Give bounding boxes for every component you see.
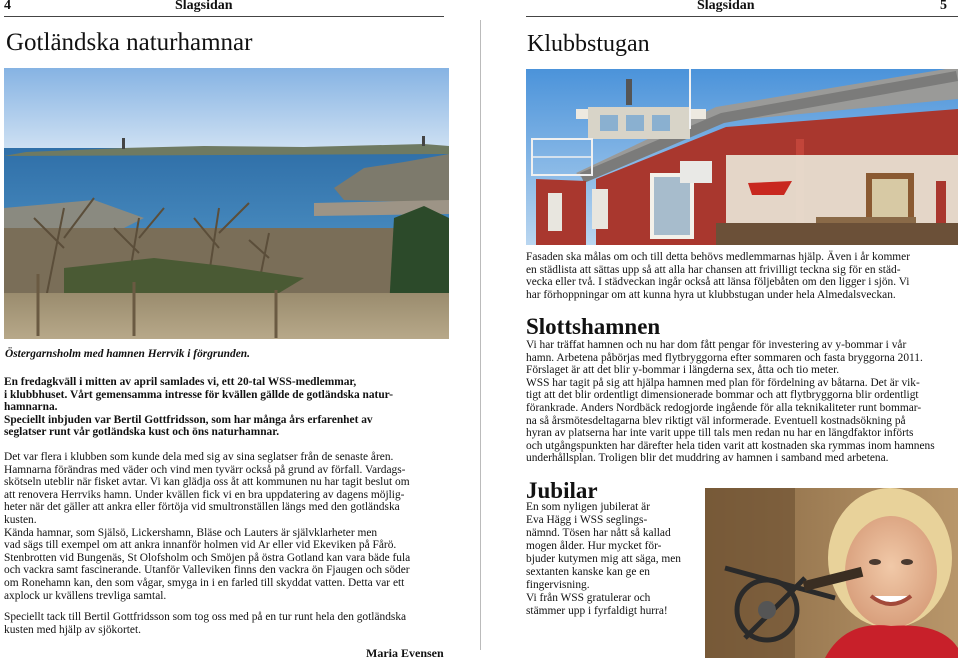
clubhouse-photo bbox=[526, 69, 958, 245]
slottshamnen-line: na så årsmötesdeltagarna blev riktigt väl informerade. Eventuell kostnadsökning på bbox=[526, 414, 906, 427]
slottshamnen-line: tigt att det blir ordentligt dimensionerade bommar och att flytbryggorna blir ordentligt bbox=[526, 389, 919, 402]
clubhouse-line: en städlista att sättas upp så att alla har chansen att frivilligt teckna sig för en städ- bbox=[526, 263, 901, 276]
left-header-rule bbox=[4, 16, 444, 17]
jubilar-paragraph bbox=[526, 501, 681, 618]
right-running-header: Slagsidan bbox=[697, 0, 755, 13]
jubilar-line: mogen ålder. Hur mycket för- bbox=[526, 540, 662, 552]
body-line: Stenbrotten vid Bungenäs, St Olofsholm och Smöjen på östra Gotland kan vara bäde fula bbox=[4, 551, 411, 564]
clubhouse-paragraph bbox=[526, 251, 910, 301]
section-title-klubbstugan: Klubbstugan bbox=[527, 31, 650, 57]
slottshamnen-line: underhållsplan. Troligen blir det muddring av hamnen i samband med arbetena. bbox=[526, 452, 889, 465]
clubhouse-line: har förhoppningar om att kunna hyra ut klubbstugan under hela Almedalsveckan. bbox=[526, 288, 896, 301]
left-page-number: 4 bbox=[4, 0, 11, 13]
body-line: vad sägs till exempel om att ankra innanför holmen vid Ar eller vid Ekeviken på Fårö. bbox=[4, 539, 397, 552]
slottshamnen-paragraph bbox=[526, 339, 935, 465]
body-line: om Ronehamn kan, den som vågar, smyga in i en farled till skyddat vatten. Detta var ett bbox=[4, 576, 405, 589]
slottshamnen-line: hyran av platserna har inte varit uppe till tals men redan nu har en längdfaktor införts bbox=[526, 427, 914, 440]
author-signature: Maria Evensen bbox=[366, 646, 444, 660]
page-title: Gotländska naturhamnar bbox=[6, 29, 253, 56]
body-line: kusten. bbox=[4, 513, 37, 526]
jubilar-line: nämnd. Tösen har nått så kallad bbox=[526, 527, 671, 539]
jubilar-line: bjuder kutymen mig att säga, men bbox=[526, 553, 682, 565]
jubilar-line: sextanten kanske kan ge en bbox=[526, 566, 650, 578]
right-header-rule bbox=[526, 16, 958, 17]
slottshamnen-line: Förslaget är att det blir y-bommar i längderna sex, åtta och tio meter. bbox=[526, 364, 840, 377]
thanks-line: kusten med hjälp av sjökortet. bbox=[4, 623, 141, 636]
jubilar-line: En som nyligen jubilerat är bbox=[526, 501, 651, 513]
jubilar-portrait-photo bbox=[705, 488, 958, 658]
slottshamnen-line: hamn. Arbetena påbörjas med flytbryggorna efter sommaren och fasta bryggorna 2011. bbox=[526, 351, 923, 364]
page-gutter bbox=[480, 20, 481, 650]
body-paragraph bbox=[4, 451, 410, 602]
body-line: axplock ur kvällens trevliga samtal. bbox=[4, 589, 167, 602]
jubilar-line: Vi från WSS gratulerar och bbox=[526, 592, 651, 604]
thanks-paragraph bbox=[4, 611, 406, 636]
lead-line: En fredagkväll i mitten av april samlades vi, ett 20-tal WSS-medlemmar, bbox=[4, 376, 357, 388]
jubilar-line: fingervisning. bbox=[526, 579, 590, 591]
slottshamnen-line: WSS har tagit på sig att hjälpa hamnen med plan för fördelning av båtarna. Det är vik- bbox=[526, 376, 920, 389]
clubhouse-line: Fasaden ska målas om och till detta behövs medlemmarnas hjälp. Även i år kommer bbox=[526, 251, 911, 263]
harbour-photo bbox=[4, 68, 449, 339]
jubilar-line: stämmer upp i fyrfaldigt hurra! bbox=[526, 605, 668, 617]
lead-line: seglatser runt vår gotländska kust och öns naturhamnar. bbox=[4, 426, 280, 439]
body-line: att renovera Herrviks hamn. Under kvällen fick vi en bra uppdatering av dagens möjlig- bbox=[4, 488, 405, 501]
slottshamnen-line: och utgångspunkten har därefter hela tiden varit att kostnaden ska rymmas inom hamnens bbox=[526, 439, 935, 452]
thanks-line: Speciellt tack till Bertil Gottfridsson som tog oss med på en tur runt hela den gotländska bbox=[4, 611, 407, 623]
body-line: Det var flera i klubben som kunde dela med sig av sina seglatser från de senaste åren. bbox=[4, 451, 394, 463]
photo-caption: Östergarnsholm med hamnen Herrvik i förgrunden. bbox=[5, 348, 250, 360]
clubhouse-line: vecka eller två. I städveckan ingår också att länsa följebåten om den ligger i sjön. Vi bbox=[526, 276, 910, 289]
right-page-number: 5 bbox=[940, 0, 947, 13]
lead-line: i klubbhuset. Vårt gemensamma intresse för kvällen gällde de gotländska natur- bbox=[4, 388, 394, 401]
section-title-slottshamnen: Slottshamnen bbox=[526, 314, 661, 339]
lead-paragraph bbox=[4, 376, 393, 439]
body-line: och vackra samt fascinerande. Utanför Valleviken finns den vackra ön Fjaugen och söder bbox=[4, 564, 410, 577]
body-line: skötseln uteblir när fisket avtar. Vi kan glädja oss åt att kommunen nu har tagit beslut om bbox=[4, 476, 410, 489]
lead-line: hamnarna. bbox=[4, 401, 58, 414]
jubilar-line: Eva Hägg i WSS seglings- bbox=[526, 514, 648, 526]
body-line: heter när det gäller att ankra eller förtöja vid smultronställen längs med den gotländska bbox=[4, 501, 400, 514]
slottshamnen-line: Vi har träffat hamnen och nu har dom fått pengar för investering av y-bommar i vår bbox=[526, 339, 907, 351]
body-line: Hamnarna förändras med väder och vind men tyvärr också på grund av förfall. Vardags- bbox=[4, 463, 406, 476]
section-title-jubilar: Jubilar bbox=[526, 478, 598, 503]
body-line: Kända hamnar, som Själsö, Lickershamn, Bläse och Lauters är självklarheter men bbox=[4, 526, 378, 539]
lead-line: Speciellt inbjuden var Bertil Gottfridsson, som har många års erfarenhet av bbox=[4, 413, 373, 426]
left-running-header: Slagsidan bbox=[175, 0, 233, 13]
slottshamnen-line: förankrade. Anders Nordbäck redogjorde ingående för alla teknikaliteter runt bommar- bbox=[526, 401, 922, 414]
